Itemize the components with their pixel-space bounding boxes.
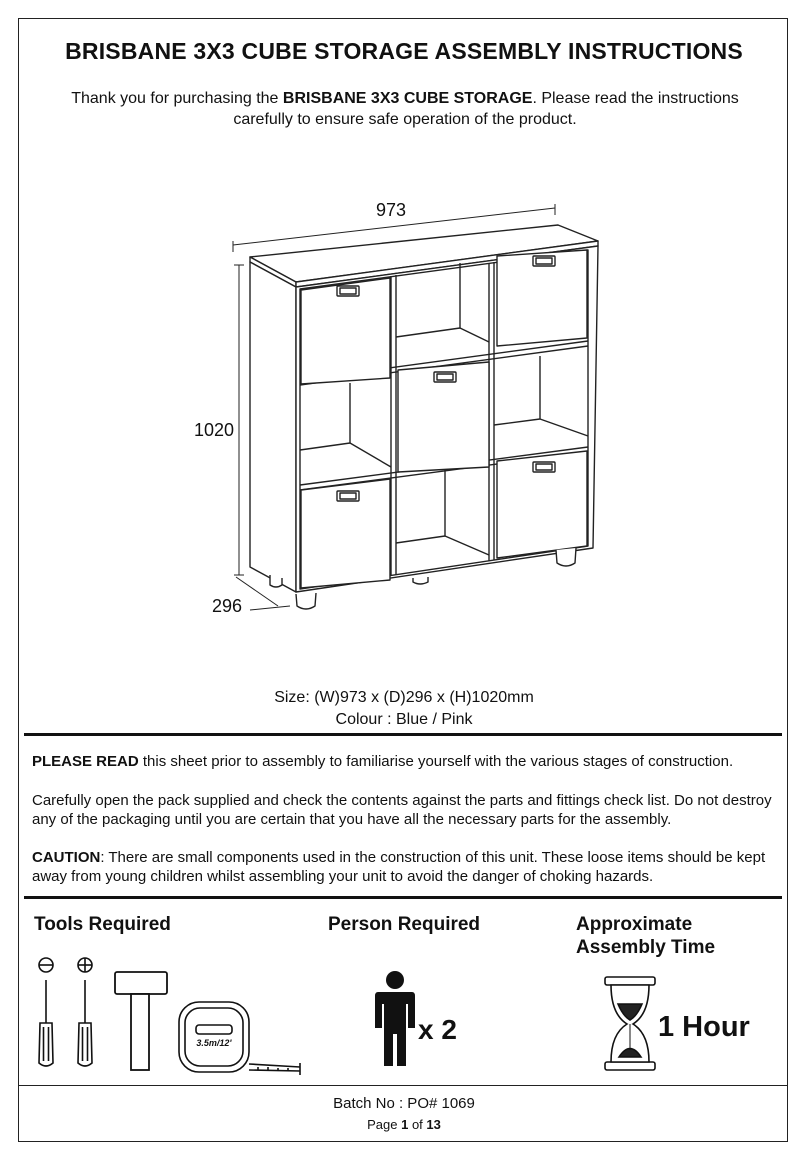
page-prefix: Page xyxy=(367,1117,402,1132)
divider-rule xyxy=(24,733,782,736)
intro-prefix: Thank you for purchasing the xyxy=(71,90,283,107)
please-read-text: this sheet prior to assembly to familiarise yourself with the various stages of construction. xyxy=(138,753,734,770)
person-icon xyxy=(370,970,420,1070)
width-dimension: 973 xyxy=(376,200,407,220)
tools-heading: Tools Required xyxy=(34,914,171,935)
please-read-label: PLEASE READ xyxy=(32,753,139,770)
size-spec: Size: (W)973 x (D)296 x (H)1020mm xyxy=(274,689,534,706)
time-heading xyxy=(576,913,715,959)
time-heading-line-2: Assembly Time xyxy=(576,937,716,958)
batch-number: Batch No : PO# 1069 xyxy=(333,1095,475,1112)
time-heading-line-1: Approximate xyxy=(576,914,693,935)
divider-rule xyxy=(24,896,782,899)
colour-spec: Colour : Blue / Pink xyxy=(335,711,473,728)
intro-product-name: BRISBANE 3X3 CUBE STORAGE xyxy=(282,90,533,107)
page-number xyxy=(0,1117,808,1132)
flathead-screwdriver-icon xyxy=(31,955,61,1075)
depth-dimension: 296 xyxy=(212,596,243,616)
height-dimension: 1020 xyxy=(194,420,235,440)
page-total: 13 xyxy=(426,1117,441,1132)
person-count: x 2 xyxy=(418,1014,457,1045)
caution-label: CAUTION xyxy=(32,849,101,866)
page-current: 1 xyxy=(401,1117,409,1132)
footer-divider xyxy=(18,1085,788,1086)
phillips-screwdriver-icon xyxy=(70,955,100,1075)
caution-text: : There are small components used in the construction of this unit. These loose items should be kept away from young children whilst assembling your unit to avoid the danger of choking hazards. xyxy=(32,849,766,885)
page-of: of xyxy=(408,1117,427,1132)
assembly-time: 1 Hour xyxy=(658,1011,750,1043)
open-pack-note: Carefully open the pack supplied and check the contents against the parts and fittings check list. Do not destroy any of the packaging until you are certain that you have all the necessary parts for the assembly. xyxy=(32,792,772,828)
hammer-icon xyxy=(112,966,172,1076)
person-heading: Person Required xyxy=(328,914,481,935)
caution-note xyxy=(32,848,777,886)
tape-measure-icon xyxy=(176,997,306,1077)
page-title: BRISBANE 3X3 CUBE STORAGE ASSEMBLY INSTRUCTIONS xyxy=(65,38,743,64)
hourglass-icon xyxy=(600,974,660,1074)
tape-measure-label: 3.5m/12' xyxy=(196,1038,232,1048)
please-read-note xyxy=(32,752,777,771)
intro-suffix: . Please read the instructions carefully to ensure safe operation of the product. xyxy=(233,90,739,128)
